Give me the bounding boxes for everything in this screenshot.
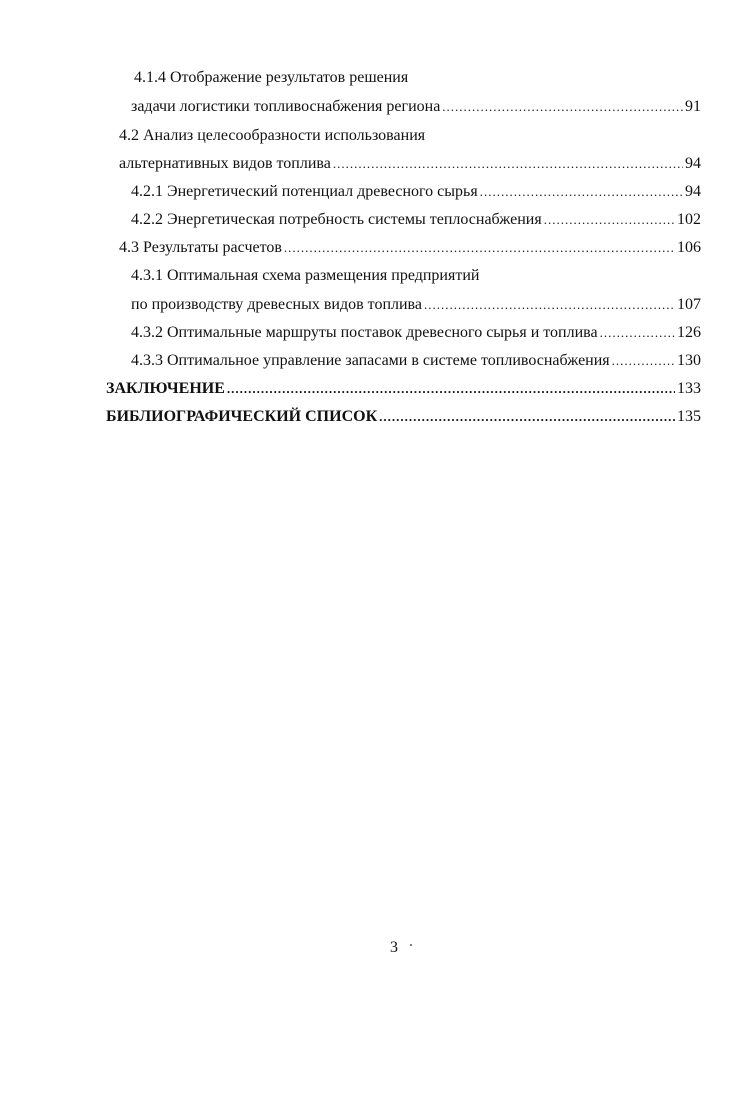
toc-entry-text: альтернативных видов топлива — [119, 155, 331, 172]
toc-entry-4-3-1-line1 — [131, 266, 479, 286]
toc-entry-4-2-line1 — [119, 126, 425, 146]
dot-leader — [227, 379, 675, 399]
toc-page-number: 135 — [677, 408, 701, 425]
dot-leader — [442, 97, 683, 117]
toc-page-number: 94 — [685, 155, 701, 172]
toc-entry-4-1-4-line1 — [134, 68, 408, 88]
page-number: 3 — [390, 939, 398, 956]
toc-entry-4-2-1 — [131, 182, 701, 202]
toc-page-number: 126 — [677, 324, 701, 341]
toc-entry-4-2-2 — [131, 210, 701, 230]
toc-entry-4-3-3 — [131, 351, 701, 371]
toc-entry-text: 4.2.2 Энергетическая потребность системы теплоснабжения — [131, 211, 542, 228]
dot-leader — [379, 407, 675, 427]
toc-entry-text: задачи логистики топливоснабжения региона — [131, 98, 441, 115]
dot-leader — [480, 182, 683, 202]
toc-entry-conclusion — [106, 379, 701, 399]
toc-entry-text: БИБЛИОГРАФИЧЕСКИЙ СПИСОК — [106, 408, 378, 425]
toc-entry-text: 4.2 Анализ целесообразности использования — [119, 127, 426, 144]
toc-page-number: 102 — [677, 211, 701, 228]
dot-leader — [612, 351, 675, 371]
toc-entry-text: 4.3.3 Оптимальное управление запасами в системе топливоснабжения — [131, 352, 610, 369]
dot-leader — [600, 323, 675, 343]
toc-entry-text: 4.3.1 Оптимальная схема размещения предприятий — [131, 267, 480, 284]
scan-speck — [410, 944, 412, 946]
dot-leader — [284, 238, 675, 258]
toc-entry-text: 4.3 Результаты расчетов — [119, 239, 282, 256]
toc-entry-4-1-4-line2 — [131, 97, 701, 117]
toc-page-number: 94 — [685, 183, 701, 200]
toc-page-number: 133 — [677, 380, 701, 397]
toc-entry-text: 4.3.2 Оптимальные маршруты поставок древесного сырья и топлива — [131, 324, 598, 341]
toc-page-number: 130 — [677, 352, 701, 369]
toc-entry-4-3-1-line2 — [131, 295, 701, 315]
toc-page-number: 106 — [677, 239, 701, 256]
toc-page-number: 91 — [685, 98, 701, 115]
toc-entry-text: по производству древесных видов топлива — [131, 296, 422, 313]
toc-entry-text: 4.2.1 Энергетический потенциал древесного сырья — [131, 183, 478, 200]
toc-entry-4-3-2 — [131, 323, 701, 343]
toc-page-number: 107 — [677, 296, 701, 313]
dot-leader — [424, 295, 675, 315]
toc-entry-bibliography — [106, 407, 701, 427]
toc-entry-4-2-line2 — [119, 154, 701, 174]
toc-entry-text: 4.1.4 Отображение результатов решения — [134, 69, 409, 86]
dot-leader — [544, 210, 675, 230]
dot-leader — [333, 154, 683, 174]
toc-entry-4-3 — [119, 238, 701, 258]
toc-entry-text: ЗАКЛЮЧЕНИЕ — [106, 380, 225, 397]
